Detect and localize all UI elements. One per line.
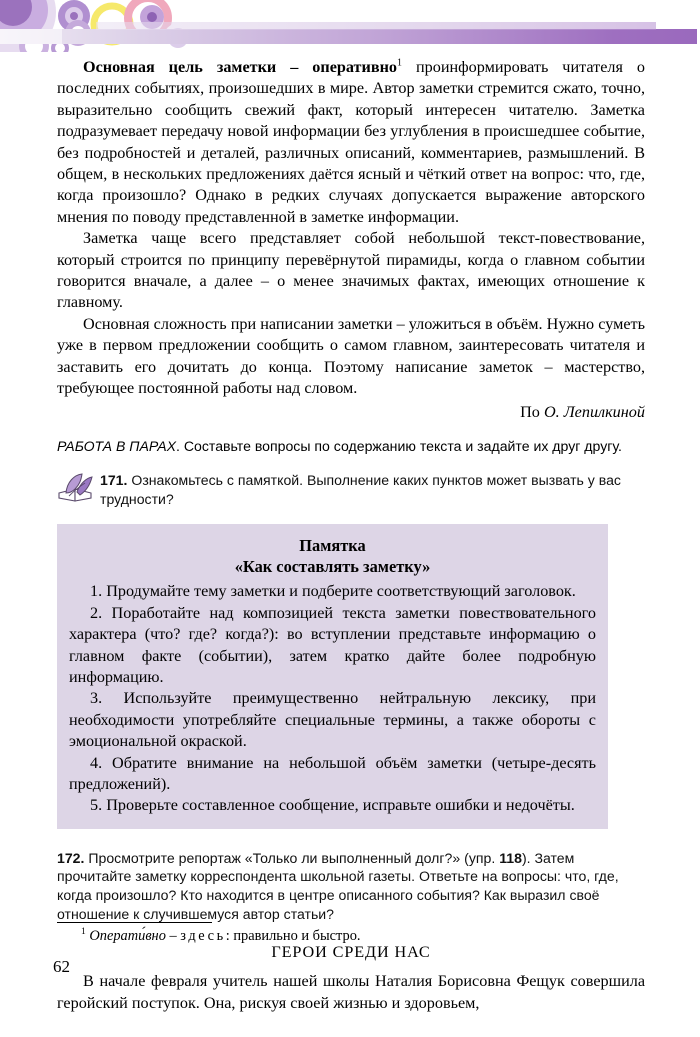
spacer-after-article-title xyxy=(57,963,645,971)
memo-title: Памятка xyxy=(299,536,366,556)
memo-item-2: 2. Поработайте над композицией текста заметки повествовательного характера (что? где? когда?): во вступлении представьте информацию о главном факте (событии), затем кратко дайте более подробную информацию. xyxy=(69,603,596,686)
spacer-before-171 xyxy=(57,455,645,471)
footnote-number: 1 xyxy=(81,927,86,938)
header-gradient-bar-secondary xyxy=(96,22,656,30)
article-title: ГЕРОИ СРЕДИ НАС xyxy=(271,943,431,962)
memo-subtitle: «Как составлять заметку» xyxy=(234,557,431,577)
footnote-here-word: здесь xyxy=(180,928,226,944)
page-content xyxy=(57,57,645,1014)
footnote-definition: : правильно и быстро. xyxy=(225,928,361,944)
pair-work-label: РАБОТА В ПАРАХ xyxy=(57,437,177,454)
decorative-header-banner xyxy=(0,0,700,52)
memo-item-1: 1. Продумайте тему заметки и подберите соответствующий заголовок. xyxy=(90,582,576,601)
footnote-separator-rule xyxy=(57,922,212,923)
exercise-171-text: Ознакомьтесь с памяткой. Выполнение каких пунктов может вызвать у вас трудности? xyxy=(100,472,621,507)
attribution-prefix: По xyxy=(520,402,544,421)
paragraph-intro-lead: Основная цель заметки – оперативно xyxy=(83,58,397,76)
book-with-feather-icon xyxy=(57,472,95,504)
deco-circle-c-core xyxy=(147,12,157,22)
attribution-author: О. Лепилкиной xyxy=(543,402,645,421)
paragraph-intro xyxy=(57,57,645,228)
exercise-171-text-block xyxy=(57,471,645,508)
footnote-term: Операти́вно xyxy=(89,928,166,944)
paragraph-3: Основная сложность при написании заметки – уложиться в объём. Нужно суметь уже в первом предложении сообщить о самом главном, заинтересовать читателя и заставить его дочитать до конца. Поэтому написание заметок – мастерство, требующее постоянной работы над словом. xyxy=(57,314,645,398)
header-decoration-svg xyxy=(0,0,700,52)
exercise-172-number: 172. xyxy=(57,849,85,866)
deco-circle-a-core xyxy=(70,12,78,20)
footnote-dash: – xyxy=(165,928,181,944)
memo-item-4: 4. Обратите внимание на небольшой объём заметки (четыре-десять предложений). xyxy=(69,753,596,793)
attribution xyxy=(57,402,645,423)
header-gradient-bar xyxy=(0,29,697,44)
spacer-after-memo xyxy=(57,829,645,849)
spacer-before-memo xyxy=(57,508,645,524)
exercise-171-number: 171. xyxy=(100,472,128,489)
header-bar-left-fade xyxy=(0,29,62,44)
pair-work-text: . Составьте вопросы по содержанию текста и задайте их друг другу. xyxy=(176,437,622,454)
exercise-172-reference: 118 xyxy=(499,849,522,866)
exercise-172 xyxy=(57,849,645,923)
exercise-172-text-2: ). Затем прочитайте заметку корреспондента школьной газеты. Ответьте на вопросы: что, где, когда произошло? Кто находится в центре описанного события? Как выразил своё отношение к случившемуся автор статьи? xyxy=(57,849,619,922)
page-number: 62 xyxy=(53,957,70,976)
exercise-172-text-1: Просмотрите репортаж «Только ли выполненный долг?» (упр. xyxy=(84,849,500,866)
memo-item-3: 3. Используйте преимущественно нейтральную лексику, при необходимости употребляйте специальные термины, а также обороты с эмоциональной окраской. xyxy=(69,689,596,751)
footnote-area xyxy=(57,922,645,945)
book-with-feather-icon-svg xyxy=(57,472,95,504)
footnote-text xyxy=(57,927,645,945)
paragraph-intro-rest: проинформировать читателя о последних событиях, произошедших в мире. Автор заметки стремится сжато, точно, выразительно сообщить свежий факт, который интересен читателю. Заметка подразумевает передачу новой информации без углубления в происшедшее событие, без подробностей и деталей, различных описаний, комментариев, размышлений. В общем, в нескольких предложениях даётся ясный и чёткий ответ на вопрос: что, где, когда произошло? Однако в редких случаях допускается выражение авторского мнения по поводу представленной в заметке информации. xyxy=(57,58,645,226)
footnote-marker-inline: 1 xyxy=(397,57,402,69)
exercise-171 xyxy=(57,471,645,508)
spacer-after-attribution xyxy=(57,423,645,437)
memo-item-5: 5. Проверьте составленное сообщение, исправьте ошибки и недочёты. xyxy=(90,796,575,815)
article-paragraph-1: В начале февраля учитель нашей школы Наталия Борисовна Фещук совершила геройский поступок. Она, рискуя своей жизнью и здоровьем, xyxy=(57,972,645,1012)
pair-work-instruction xyxy=(57,437,645,456)
paragraph-2: Заметка чаще всего представляет собой небольшой текст-повествование, который строится по принципу перевёрнутой пирамиды, когда о главном событии говорится вначале, а далее – о менее значимых фактах, имеющих отношение к главному. xyxy=(57,229,645,312)
memo-box xyxy=(57,524,608,828)
